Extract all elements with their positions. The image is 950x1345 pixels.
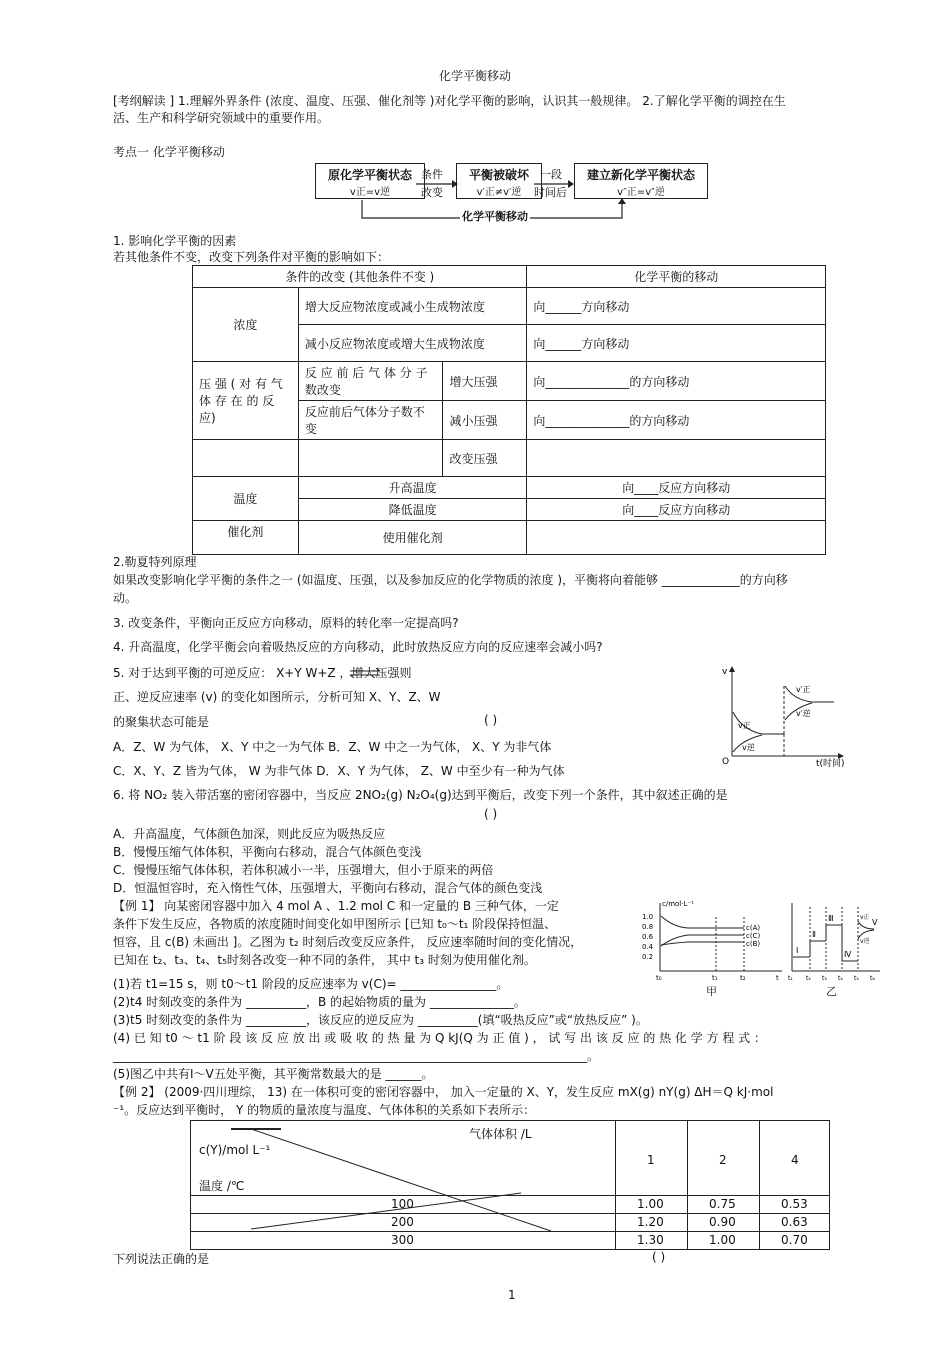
axis-origin: O xyxy=(722,757,730,767)
flow-box1-title: 原化学平衡状态 xyxy=(327,168,412,182)
graph-a-caption: 甲 xyxy=(706,985,717,998)
flow-cond-bot: 改变 xyxy=(421,186,443,199)
q6-option-a: A．升高温度，气体颜色加深，则此反应为吸热反应 xyxy=(113,827,386,841)
q6-option-d: D．恒温恒容时，充入惰性气体，压强增大，平衡向右移动，混合气体的颜色变浅 xyxy=(113,881,543,895)
flow-cond-top: 条件 xyxy=(421,168,443,181)
q5-option-c: C．X、Y、Z 皆为气体， W 为非气体 D．X、Y 为气体， Z、W 中至少有一种为气体 xyxy=(113,764,565,778)
region-label: Ⅳ xyxy=(844,950,852,959)
flow-time-bot: 时间后 xyxy=(534,186,567,199)
row-catalyst: 催化剂 xyxy=(193,521,299,555)
ex1-part1: (1)若 t1=15 s，则 t0～t1 阶段的反应速率为 v(C)= ________________。 xyxy=(113,977,509,991)
q4: 4. 升高温度，化学平衡会向着吸热反应的方向移动，此时放热反应方向的反应速率会减小吗? xyxy=(113,640,603,654)
press-change: 改变压强 xyxy=(443,440,527,477)
temp-lower: 降低温度 xyxy=(298,499,527,521)
temp-200: 200 xyxy=(391,1215,414,1229)
cell: 0.90 xyxy=(709,1215,736,1229)
q6-option-b: B．慢慢压缩气体体积，平衡向右移动，混合气体颜色变浅 xyxy=(113,845,422,859)
temp-raise-result: 向____反应方向移动 xyxy=(527,477,826,499)
intro-line2: 活、生产和科学研究领域中的重要作用。 xyxy=(113,111,330,125)
empty-cell xyxy=(527,521,826,555)
label-v-forward: v正 xyxy=(860,914,870,921)
hdr-concentration: c(Y)/mol L⁻¹ xyxy=(199,1143,271,1157)
x-tick: t₂ xyxy=(806,975,811,982)
cell: 1.30 xyxy=(637,1233,664,1247)
region-label: Ⅰ xyxy=(796,946,799,955)
flow-box2-title: 平衡被破坏 xyxy=(468,168,529,182)
cell: 0.53 xyxy=(781,1197,808,1211)
q1-heading: 1. 影响化学平衡的因素 xyxy=(113,234,237,248)
empty-cell xyxy=(527,440,826,477)
temp-lower-result: 向____反应方向移动 xyxy=(527,499,826,521)
page-title: 化学平衡移动 xyxy=(438,69,511,83)
x-tick: t₅ xyxy=(854,975,859,982)
q6-paren: ( ) xyxy=(484,807,498,821)
axis-t: t(时间) xyxy=(816,759,845,769)
q5-line3: 的聚集状态可能是 xyxy=(113,715,210,729)
region-label: Ⅱ xyxy=(812,930,816,939)
cell: 1.00 xyxy=(637,1197,664,1211)
ex1-line3: 恒容，且 c(B) 未画出 ]。乙图为 t₂ 时刻后改变反应条件， 反应速率随时间的变化情况， xyxy=(113,935,583,949)
cell: 0.75 xyxy=(709,1197,736,1211)
y-axis-label: c/mol·L⁻¹ xyxy=(662,900,694,908)
flow-box3-sub: v″正=v″逆 xyxy=(617,187,665,198)
x-tick: t₁ xyxy=(712,974,718,982)
q6-option-c: C．慢慢压缩气体体积，若体积减小一半，压强增大，但小于原来的两倍 xyxy=(113,863,494,877)
cell: 1.00 xyxy=(709,1233,736,1247)
rate-time-graph xyxy=(716,664,856,774)
q2-line1: 如果改变影响化学平衡的条件之一 (如温度、压强，以及参加反应的化学物质的浓度 )，平衡将向着能够 _____________的方向移 xyxy=(113,573,788,587)
press-unchanged: 反应前后气体分子数不变 xyxy=(298,401,443,440)
vol-4: 4 xyxy=(791,1153,799,1167)
rate-graph-b xyxy=(786,897,886,987)
divider xyxy=(191,1213,829,1214)
curve-label-a: c(A) xyxy=(746,924,761,932)
graph-b-caption: 乙 xyxy=(826,985,837,998)
table-header-condition: 条件的改变 (其他条件不变 ) xyxy=(193,266,527,288)
press-decrease: 减小压强 xyxy=(443,401,527,440)
y-tick: 0.2 xyxy=(642,953,654,961)
axis-v: v xyxy=(722,667,728,677)
table-header-shift: 化学平衡的移动 xyxy=(527,266,826,288)
flow-box1-sub: v正=v逆 xyxy=(349,187,391,198)
curve-label-b: c(B) xyxy=(746,940,761,948)
ex2-after: 下列说法正确的是 xyxy=(113,1252,210,1266)
ex1-part5: (5)图乙中共有Ⅰ～Ⅴ五处平衡，其平衡常数最大的是 ______。 xyxy=(113,1067,434,1081)
region-label: Ⅴ xyxy=(872,918,878,927)
conc-increase: 增大反应物浓度或减小生成物浓度 xyxy=(298,288,527,325)
cell: 0.63 xyxy=(781,1215,808,1229)
ex1-part4-blank: _______________________________________________________________________________。 xyxy=(113,1049,600,1063)
label-v2-forward: v′正 xyxy=(796,685,811,694)
q2-heading: 2.勒夏特列原理 xyxy=(113,555,197,569)
q2-line2: 动。 xyxy=(113,591,138,605)
catalyst-use: 使用催化剂 xyxy=(298,521,527,555)
q5-line2: 正、逆反应速率 (v) 的变化如图所示，分析可知 X、Y、Z、W xyxy=(113,690,441,704)
factors-table xyxy=(192,265,826,555)
divider xyxy=(615,1121,616,1249)
label-v2-reverse: v′逆 xyxy=(796,709,811,718)
cell: 0.70 xyxy=(781,1233,808,1247)
empty-cell xyxy=(298,440,443,477)
x-tick: t xyxy=(776,974,779,982)
ex1-line2: 条件下发生反应，各物质的浓度随时间变化如甲图所示 [已知 t₀～t₁ 阶段保持恒温、 xyxy=(113,917,557,931)
vol-1: 1 xyxy=(647,1153,655,1167)
ex2-line2: ⁻¹。反应达到平衡时， Y 的物质的量浓度与温度、气体体积的关系如下表所示： xyxy=(113,1103,536,1117)
ex1-part4: (4) 已 知 t0 ～ t1 阶 段 该 反 应 放 出 或 吸 收 的 热 量 为 Q kJ(Q 为 正 值 ) ， 试 写 出 该 反 应 的 热 化 学 方 程 式 ： xyxy=(113,1031,767,1045)
ex1-line4: 已知在 t₂、t₃、t₄、t₅时刻各改变一种不同的条件， 其中 t₃ 时刻为使用催化剂。 xyxy=(113,953,536,967)
q1-sub: 若其他条件不变，改变下列条件对平衡的影响如下： xyxy=(113,250,390,264)
q3: 3. 改变条件，平衡向正反应方向移动，原料的转化率一定提高吗? xyxy=(113,616,459,630)
press-increase-result: 向______________的方向移动 xyxy=(527,362,826,401)
concentration-graph xyxy=(628,897,788,987)
label-v-reverse: v逆 xyxy=(742,743,755,752)
divider xyxy=(191,1231,829,1232)
ex1-part3: (3)t5 时刻改变的条件为 __________，该反应的逆反应为 __________(填“吸热反应”或“放热反应” )。 xyxy=(113,1013,648,1027)
x-tick: t₀ xyxy=(656,974,662,982)
q5-paren: ( ) xyxy=(484,713,498,727)
temp-raise: 升高温度 xyxy=(298,477,527,499)
empty-cell xyxy=(193,440,299,477)
x-tick: t₂ xyxy=(740,974,746,982)
y-tick: 1.0 xyxy=(642,913,654,921)
row-pressure: 压 强 ( 对 有 气 体 存 在 的 反 应) xyxy=(193,362,299,440)
conc-increase-result: 向______方向移动 xyxy=(527,288,826,325)
flow-box3-title: 建立新化学平衡状态 xyxy=(586,168,695,182)
vol-2: 2 xyxy=(719,1153,727,1167)
intro-line1: [考纲解读 ] 1.理解外界条件 (浓度、温度、压强、催化剂等 )对化学平衡的影响，认识其一般规律。 2.了解化学平衡的调控在生 xyxy=(113,94,786,108)
divider xyxy=(191,1195,829,1196)
q5-option-a: A．Z、W 为气体， X、Y 中之一为气体 B．Z、W 中之一为气体， X、Y 为非气体 xyxy=(113,740,552,754)
ex2-paren: ( ) xyxy=(652,1250,666,1264)
row-temperature: 温度 xyxy=(193,477,299,521)
ex1-line1: 【例 1】 向某密闭容器中加入 4 mol A 、1.2 mol C 和一定量的 B 三种气体，一定 xyxy=(113,899,559,913)
y-tick: 0.6 xyxy=(642,933,654,941)
row-concentration: 浓度 xyxy=(193,288,299,362)
press-decrease-result: 向______________的方向移动 xyxy=(527,401,826,440)
divider xyxy=(759,1121,760,1249)
y-tick: 0.4 xyxy=(642,943,654,951)
flow-bottom-label: 化学平衡移动 xyxy=(462,210,528,223)
press-changed: 反 应 前 后 气 体 分 子 数改变 xyxy=(298,362,443,401)
hdr-volume: 气体体积 /L xyxy=(469,1127,532,1141)
equilibrium-arrow xyxy=(348,668,384,678)
label-v-reverse: v逆 xyxy=(860,938,870,945)
ex2-line1: 【例 2】 (2009·四川理综， 13) 在一体积可变的密闭容器中， 加入一定量的 X、Y，发生反应 mX(g) nY(g) ΔH＝Q kJ·mol xyxy=(113,1085,774,1099)
region-label: Ⅲ xyxy=(828,914,834,923)
q6-line1: 6. 将 NO₂ 装入带活塞的密闭容器中，当反应 2NO₂(g) N₂O₄(g)达到平衡后，改变下列一个条件，其中叙述正确的是 xyxy=(113,788,728,802)
divider xyxy=(687,1121,688,1249)
table-diagonal xyxy=(191,1121,615,1249)
x-tick: t₄ xyxy=(838,975,843,982)
page-number: 1 xyxy=(508,1288,516,1302)
conc-decrease-result: 向______方向移动 xyxy=(527,325,826,362)
curve-label-c: c(C) xyxy=(746,932,761,940)
flow-box2-sub: v′正≠v′逆 xyxy=(476,187,522,198)
flow-time-top: 一段 xyxy=(540,168,562,181)
x-tick: t₆ xyxy=(870,975,875,982)
press-increase: 增大压强 xyxy=(443,362,527,401)
conc-decrease: 减小反应物浓度或增大生成物浓度 xyxy=(298,325,527,362)
section-heading: 考点一 化学平衡移动 xyxy=(113,145,225,159)
y-tick: 0.8 xyxy=(642,923,654,931)
x-tick: t₃ xyxy=(822,975,827,982)
x-tick: t₁ xyxy=(788,975,793,982)
temp-300: 300 xyxy=(391,1233,414,1247)
ex1-part2: (2)t4 时刻改变的条件为 __________，B 的起始物质的量为 ______________。 xyxy=(113,995,526,1009)
ex2-table xyxy=(190,1120,830,1250)
hdr-temperature: 温度 /℃ xyxy=(199,1179,245,1193)
label-v-forward: v正 xyxy=(738,721,751,730)
cell: 1.20 xyxy=(637,1215,664,1229)
temp-100: 100 xyxy=(391,1197,414,1211)
q5-line1: 5. 对于达到平衡的可逆反应： X+Y W+Z ，增大压强则 xyxy=(113,666,412,680)
